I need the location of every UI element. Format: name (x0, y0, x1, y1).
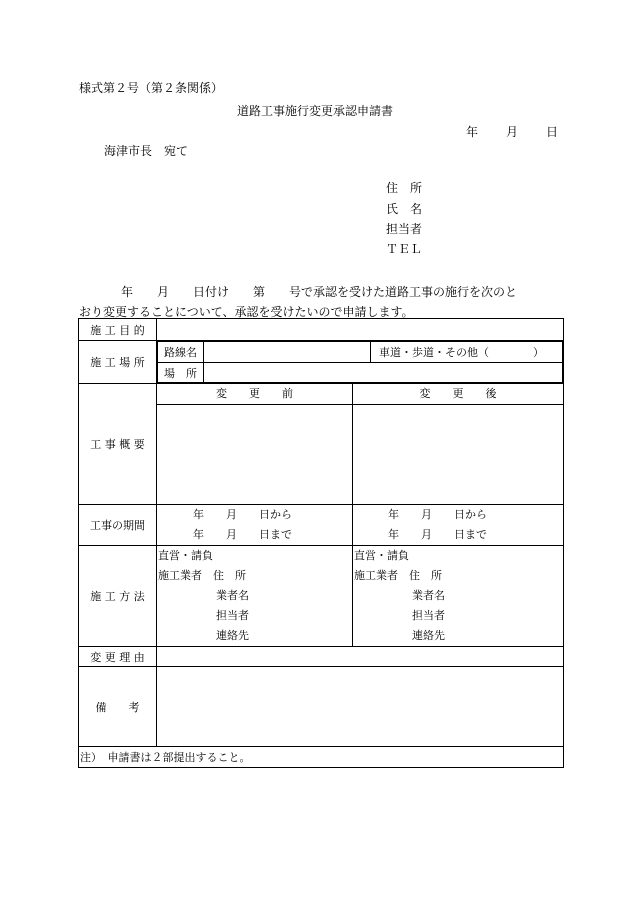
period-label: 工事の期間 (79, 505, 157, 546)
overview-after[interactable] (353, 384, 564, 505)
place-field[interactable] (204, 363, 563, 383)
application-table (78, 318, 564, 768)
method-before-direct: 直営・請負 (158, 549, 213, 562)
overview-label: 工 事 概 要 (79, 384, 157, 505)
method-after-direct: 直営・請負 (354, 549, 409, 562)
after-header: 変 更 後 (353, 384, 563, 405)
addressee: 海津市長 宛て (104, 144, 189, 158)
applicant-address-label: 住 所 (386, 181, 423, 195)
method-before-contact: 連絡先 (216, 629, 249, 642)
applicant-tel-label: ＴＥＬ (386, 242, 423, 256)
method-label: 施 工 方 法 (79, 546, 157, 647)
method-after-contractor: 施工業者 住 所 (354, 569, 442, 582)
period-after[interactable] (353, 505, 564, 546)
date-day: 日 (546, 125, 559, 139)
method-before-contractor: 施工業者 住 所 (158, 569, 246, 582)
date-month: 月 (506, 125, 519, 139)
method-before[interactable] (157, 546, 353, 647)
before-header: 変 更 前 (157, 384, 352, 405)
method-after-contact: 連絡先 (412, 629, 445, 642)
remarks-field[interactable] (157, 667, 564, 747)
reason-field[interactable] (157, 647, 564, 667)
intro-paragraph (79, 282, 564, 322)
location-cell (157, 341, 564, 384)
method-before-company: 業者名 (216, 589, 249, 602)
location-subtable (157, 341, 563, 383)
period-after-from: 年 月 日から (388, 508, 487, 521)
location-label: 施 工 場 所 (79, 341, 157, 384)
intro-line-2: おり変更することについて、承認を受けたいので申請します。 (79, 305, 414, 319)
applicant-name-label: 氏 名 (386, 202, 423, 216)
intro-line-1: 年 月 日付け 第 号で承認を受けた道路工事の施行を次のと (121, 285, 518, 299)
period-after-to: 年 月 日まで (388, 528, 487, 541)
form-number: 様式第２号（第２条関係） (79, 81, 224, 95)
overview-before[interactable] (157, 384, 353, 505)
period-before[interactable] (157, 505, 353, 546)
route-field[interactable] (204, 342, 371, 363)
period-before-to: 年 月 日まで (193, 528, 292, 541)
place-label: 場 所 (158, 363, 204, 383)
method-after[interactable] (353, 546, 564, 647)
applicant-contact-label: 担当者 (386, 222, 423, 236)
date-year: 年 (466, 125, 479, 139)
method-after-person: 担当者 (412, 609, 445, 622)
reason-label: 変 更 理 由 (79, 647, 157, 667)
method-before-person: 担当者 (216, 609, 249, 622)
submission-note: 注） 申請書は２部提出すること。 (79, 747, 564, 768)
method-after-company: 業者名 (412, 589, 445, 602)
route-label: 路線名 (158, 342, 204, 363)
document-title: 道路工事施行変更承認申請書 (237, 104, 394, 118)
road-type-options[interactable]: 車道・歩道・その他（ ） (371, 342, 563, 363)
remarks-label: 備 考 (79, 667, 157, 747)
purpose-label: 施 工 目 的 (79, 319, 157, 341)
period-before-from: 年 月 日から (193, 508, 292, 521)
purpose-field[interactable] (157, 319, 564, 341)
